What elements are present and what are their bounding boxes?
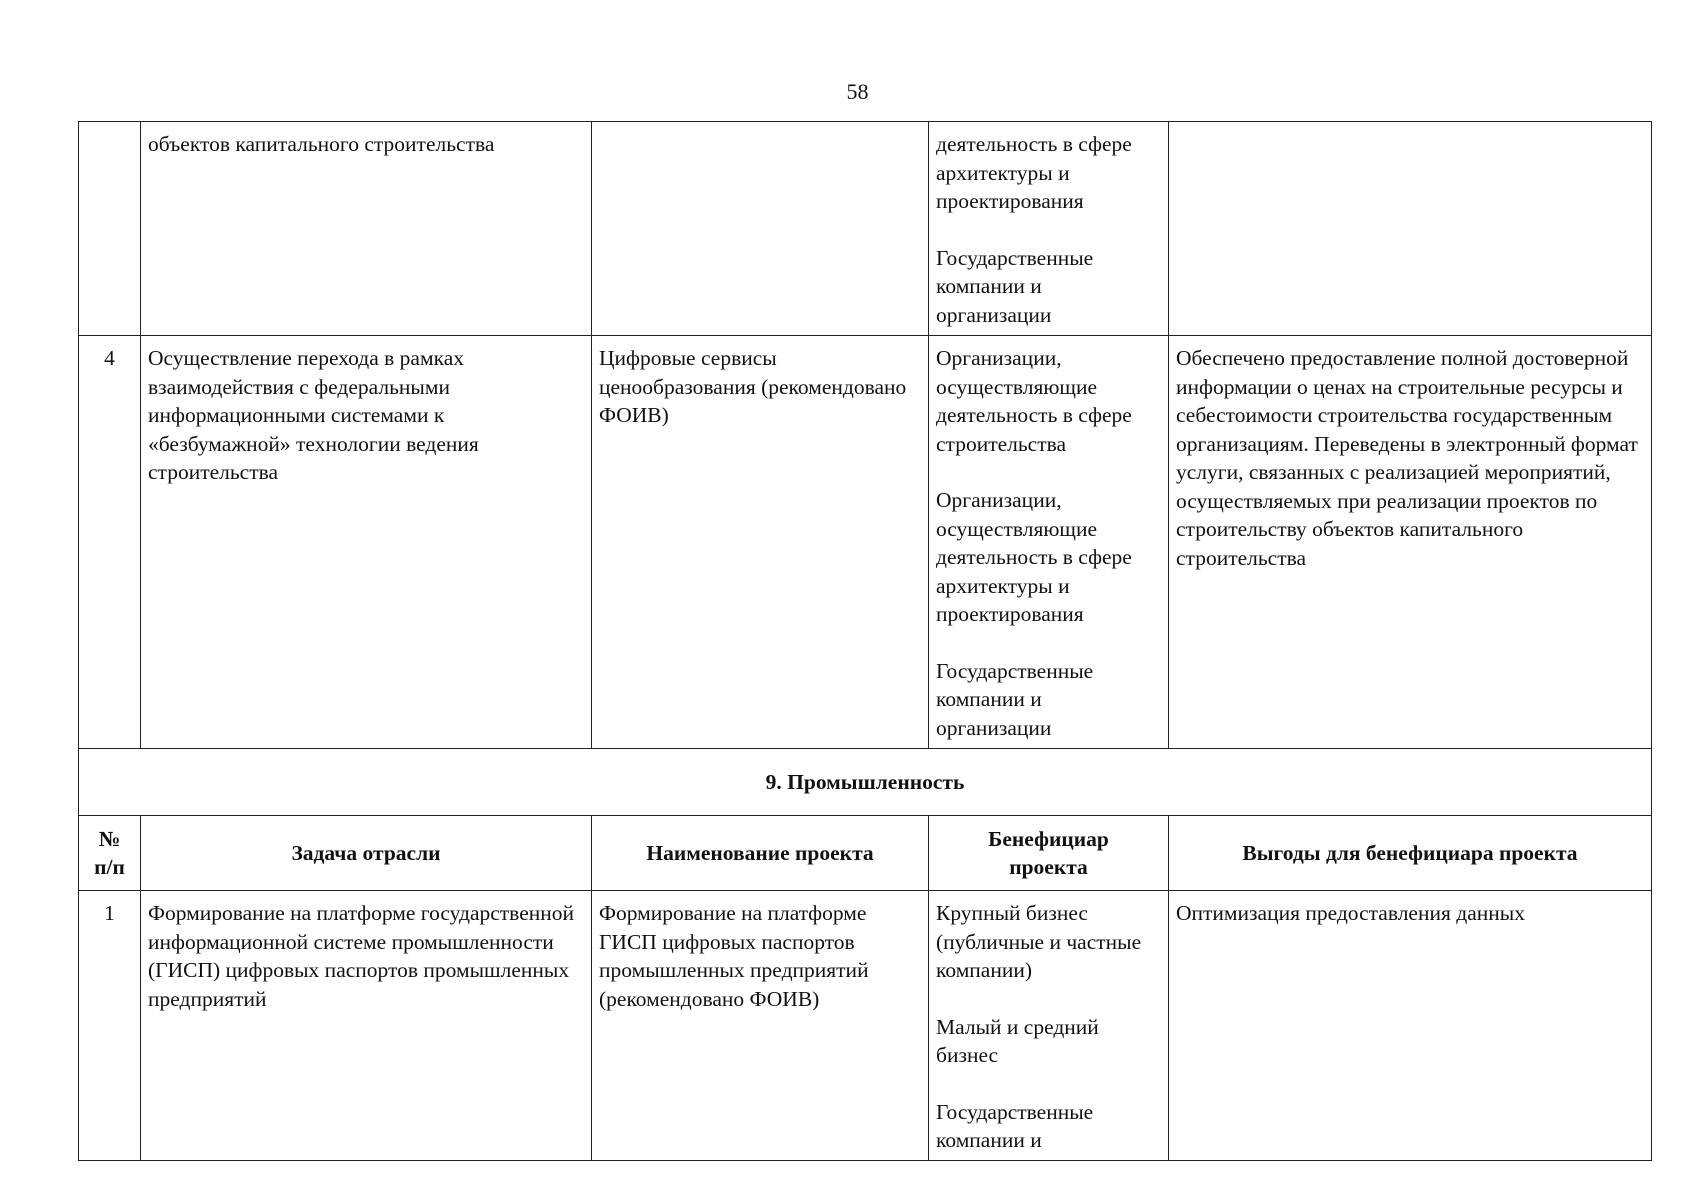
- beneficiary-cell: [929, 891, 1169, 1161]
- beneficiary-cell: [929, 336, 1169, 749]
- project-cell: Формирование на платформе ГИСП цифровых паспортов промышленных предприятий (рекомендовано ФОИВ): [592, 891, 929, 1161]
- projects-table: [78, 121, 1652, 1161]
- beneficiary-item: Организации, осуществляющие деятельность в сфере архитектуры и проектирования: [936, 488, 1132, 626]
- beneficiary-item: Крупный бизнес (публичные и частные компании): [936, 901, 1142, 982]
- row-number-cell: 4: [79, 336, 141, 749]
- table-row-4: [79, 336, 1652, 749]
- beneficiary-item: Государственные компании и организации: [936, 658, 1094, 740]
- table-row-1: [79, 891, 1652, 1161]
- beneficiary-item: Организации, осуществляющие деятельность в сфере строительства: [936, 346, 1132, 456]
- table-row-continued: [79, 122, 1652, 336]
- header-project: Наименование проекта: [592, 816, 929, 891]
- task-cell: Формирование на платформе государственной информационной системе промышленности (ГИСП) цифровых паспортов промышленных предприятий: [141, 891, 592, 1161]
- header-beneficiary: Бенефициар проекта: [929, 816, 1169, 891]
- task-cell: объектов капитального строительства: [141, 122, 592, 336]
- project-cell: Цифровые сервисы ценообразования (рекомендовано ФОИВ): [592, 336, 929, 749]
- benefits-cell: Обеспечено предоставление полной достоверной информации о ценах на строительные ресурсы и себестоимости строительства государственным организациям. Переведены в электронный формат услуги, связанных с реализацией мероприятий, осуществляемых при реализации проектов по строительству объектов капитального строительства: [1169, 336, 1652, 749]
- row-number-cell: [79, 122, 141, 336]
- row-number-cell: 1: [79, 891, 141, 1161]
- beneficiary-cell: [929, 122, 1169, 336]
- beneficiary-item: Государственные компании и: [936, 1099, 1094, 1152]
- section-row: [79, 749, 1652, 816]
- beneficiary-item: деятельность в сфере архитектуры и проектирования: [936, 132, 1132, 213]
- task-cell: Осуществление перехода в рамках взаимодействия с федеральными информационными системами к «безбумажной» технологии ведения строительства: [141, 336, 592, 749]
- page-number: 58: [846, 79, 869, 104]
- benefits-cell: Оптимизация предоставления данных: [1169, 891, 1652, 1161]
- table-header-row: [79, 816, 1652, 891]
- header-number: № п/п: [79, 816, 141, 891]
- beneficiary-item: Малый и средний бизнес: [936, 1014, 1099, 1067]
- header-benefits: Выгоды для бенефициара проекта: [1169, 816, 1652, 891]
- section-title: 9. Промышленность: [79, 749, 1652, 816]
- benefits-cell: [1169, 122, 1652, 336]
- beneficiary-item: Государственные компании и организации: [936, 245, 1094, 327]
- project-cell: [592, 122, 929, 336]
- header-task: Задача отрасли: [141, 816, 592, 891]
